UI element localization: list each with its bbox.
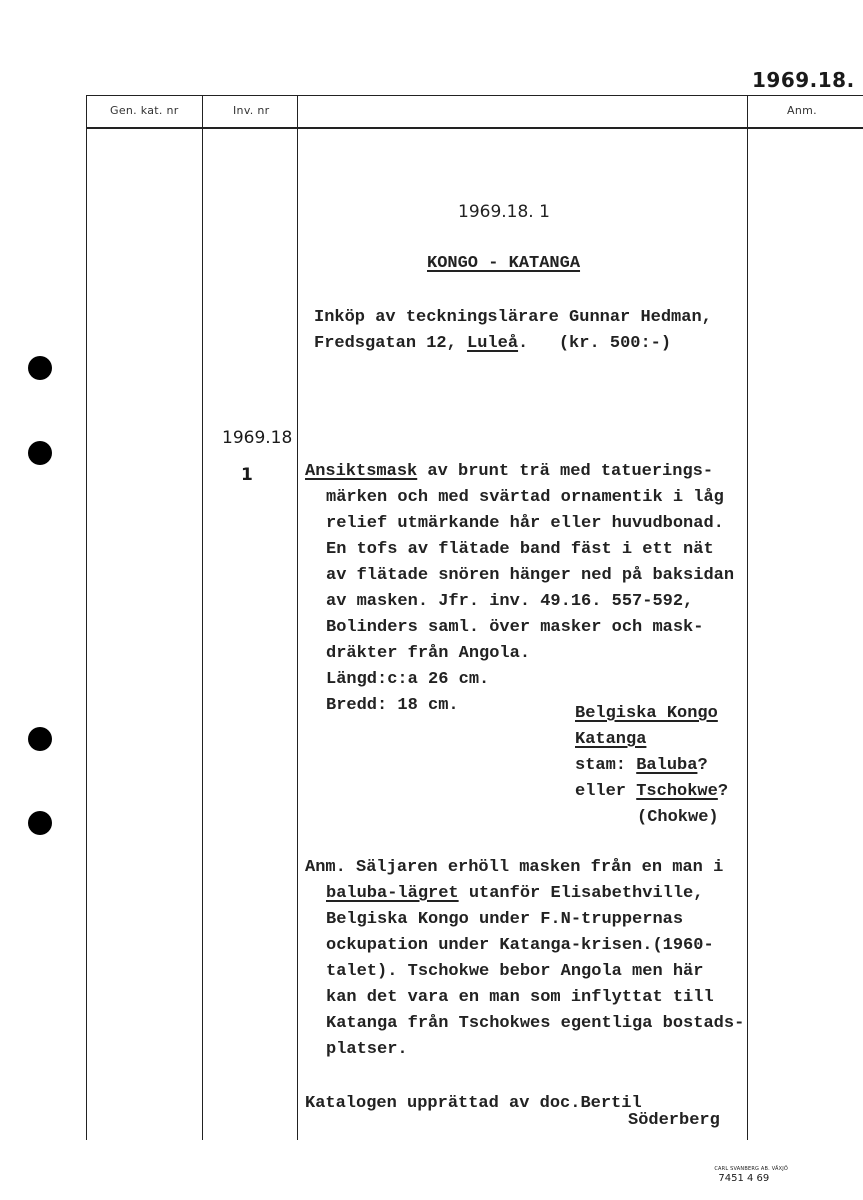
note-camp: baluba-lägret bbox=[326, 884, 459, 903]
note-line: Katanga från Tschokwes egentliga bostads- bbox=[326, 1014, 745, 1033]
description-line: En tofs av flätade band fäst i ett nät bbox=[326, 540, 714, 559]
note-line: kan det vara en man som inflyttat till bbox=[326, 988, 714, 1007]
acquisition-line-2 bbox=[314, 331, 671, 357]
column-header-gen-kat-nr: Gen. kat. nr bbox=[110, 104, 179, 117]
note-text: utanför Elisabethville, bbox=[458, 884, 704, 903]
note-body bbox=[326, 881, 744, 1063]
printer-company: CARL SVANBERG AB. VÄXJÖ bbox=[714, 1166, 789, 1172]
binder-hole-4 bbox=[28, 811, 52, 835]
alt-tribe-label: eller bbox=[575, 782, 637, 801]
column-header-inv-nr: Inv. nr bbox=[233, 104, 270, 117]
description-line: relief utmärkande hår eller huvudbonad. bbox=[326, 514, 724, 533]
tribe-label: stam: bbox=[575, 756, 637, 775]
alt-tribe-name: Tschokwe bbox=[636, 782, 718, 801]
note-line-1: Anm. Säljaren erhöll masken från en man i bbox=[305, 858, 724, 877]
printer-code: 7451 4 69 bbox=[718, 1173, 770, 1184]
description-line: dräkter från Angola. bbox=[326, 644, 531, 663]
alt-tribe-question: ? bbox=[717, 782, 729, 801]
inv-number-item: 1 bbox=[241, 465, 253, 485]
column-header-anm: Anm. bbox=[787, 104, 817, 117]
provenance-block bbox=[575, 701, 728, 831]
note-line: ockupation under Katanga-krisen.(1960- bbox=[326, 936, 714, 955]
inv-number-year: 1969.18 bbox=[222, 428, 293, 448]
object-name: Ansiktsmask bbox=[305, 462, 418, 481]
description-line-1 bbox=[305, 459, 713, 485]
entry-title-number: 1969.18. 1 bbox=[458, 202, 550, 222]
tribe-name: Baluba bbox=[636, 756, 698, 775]
entry-heading: KONGO - KATANGA bbox=[427, 254, 581, 273]
tribe-question: ? bbox=[697, 756, 708, 775]
description-line: av flätade snören hänger ned på baksidan bbox=[326, 566, 735, 585]
binder-hole-1 bbox=[28, 356, 52, 380]
alt-spelling: (Chokwe) bbox=[637, 808, 719, 827]
cataloguer-line-1: Katalogen upprättad av doc.Bertil bbox=[305, 1094, 642, 1113]
column-divider-main-anm bbox=[747, 95, 748, 1140]
note-line bbox=[326, 881, 744, 907]
description-line: Bolinders saml. över masker och mask- bbox=[326, 618, 704, 637]
provenance-country: Belgiska Kongo bbox=[575, 704, 718, 723]
dimension-length: Längd:c:a 26 cm. bbox=[326, 670, 490, 689]
column-divider-gen-inv bbox=[202, 95, 203, 1140]
card-number: 1969.18. bbox=[752, 68, 855, 92]
column-divider-left-edge bbox=[86, 95, 87, 1140]
description-text: av brunt trä med tatuerings- bbox=[417, 462, 714, 481]
printer-mark bbox=[708, 1151, 788, 1184]
note-line: Belgiska Kongo under F.N-truppernas bbox=[326, 910, 684, 929]
column-divider-inv-main bbox=[297, 95, 298, 1140]
dimension-width: Bredd: 18 cm. bbox=[326, 696, 459, 715]
provenance-alt-tribe bbox=[575, 779, 728, 805]
note-line: platser. bbox=[326, 1040, 408, 1059]
acquisition-line-1: Inköp av teckningslärare Gunnar Hedman, bbox=[314, 308, 712, 327]
provenance-region: Katanga bbox=[575, 730, 647, 749]
description-line: av masken. Jfr. inv. 49.16. 557-592, bbox=[326, 592, 694, 611]
acquisition-place: Luleå bbox=[467, 334, 519, 353]
description-body bbox=[326, 485, 734, 719]
binder-hole-3 bbox=[28, 727, 52, 751]
note-line: talet). Tschokwe bebor Angola men här bbox=[326, 962, 704, 981]
acquisition-address: Fredsgatan 12, bbox=[314, 334, 468, 353]
cataloguer-line-2: Söderberg bbox=[628, 1111, 720, 1130]
provenance-tribe bbox=[575, 753, 728, 779]
acquisition-price: . (kr. 500:-) bbox=[518, 334, 672, 353]
description-line: märken och med svärtad ornamentik i låg bbox=[326, 488, 724, 507]
binder-hole-2 bbox=[28, 441, 52, 465]
